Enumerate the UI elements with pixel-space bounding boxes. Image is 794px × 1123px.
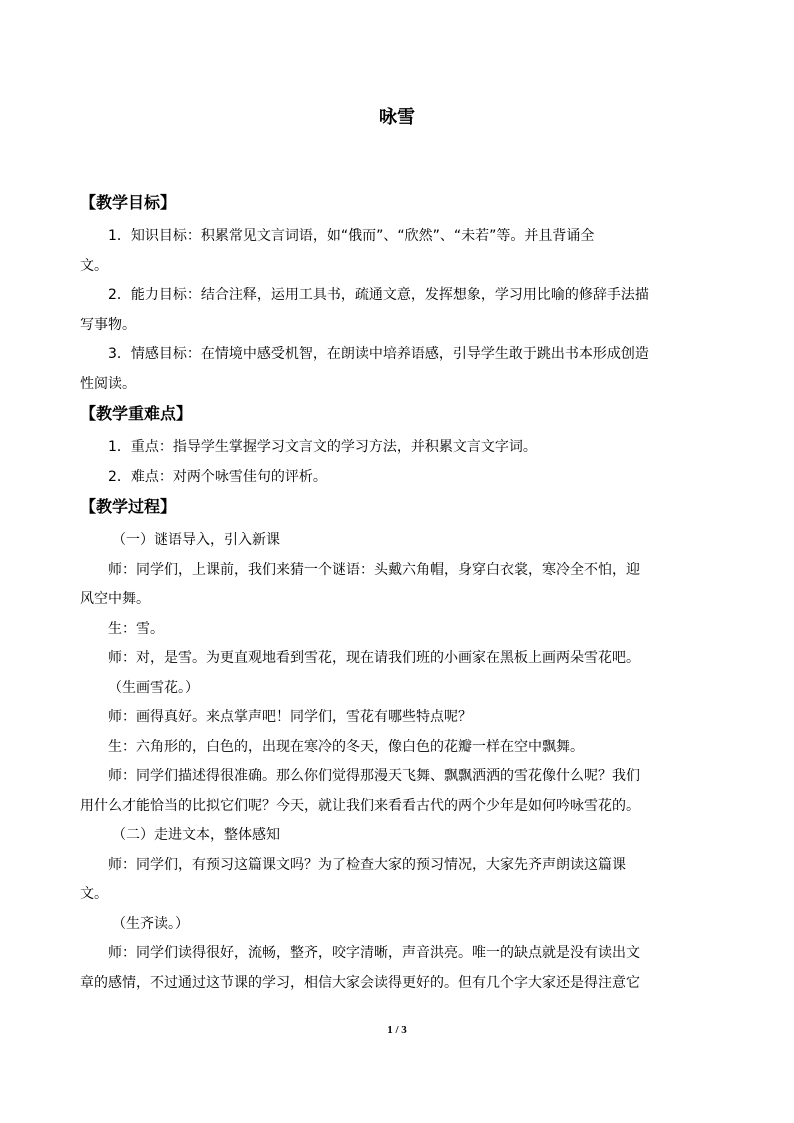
document-title: 咏雪 xyxy=(379,107,415,128)
paragraph-line: （生画雪花。） xyxy=(108,679,199,696)
page-number: 1 / 3 xyxy=(387,1024,407,1036)
paragraph-line: 1．知识目标：积累常见文言词语，如“俄而”、“欣然”、“未若”等。并且背诵全 xyxy=(108,228,595,244)
paragraph-line: 文。 xyxy=(80,257,108,274)
paragraph-line: 师：对，是雪。为更直观地看到雪花，现在请我们班的小画家在黑板上画两朵雪花吧。 xyxy=(108,650,640,666)
document-body xyxy=(80,188,720,998)
paragraph-line: （二）走进文本，整体感知 xyxy=(112,827,280,843)
paragraph-line: 风空中舞。 xyxy=(80,591,150,607)
section-heading-process: 【教学过程】 xyxy=(80,497,177,516)
paragraph-line: 师：同学们，有预习这篇课文吗？为了检查大家的预习情况，大家先齐声朗读这篇课 xyxy=(108,856,626,873)
paragraph-line: 章的感情，不过通过这节课的学习，相信大家会读得更好的。但有几个字大家还是得注意它 xyxy=(80,974,640,991)
paragraph-line: 性阅读。 xyxy=(80,375,136,392)
paragraph-line: 师：画得真好。来点掌声吧！同学们，雪花有哪些特点呢？ xyxy=(108,709,472,725)
paragraph-line: 师：同学们，上课前，我们来猜一个谜语：头戴六角帽，身穿白衣裳，寒冷全不怕，迎 xyxy=(108,561,640,578)
paragraph-line: 1．重点：指导学生掌握学习文言文的学习方法，并积累文言文字词。 xyxy=(108,439,537,455)
paragraph-line: （生齐读。） xyxy=(112,915,189,932)
paragraph-line: 师：同学们读得很好，流畅，整齐，咬字清晰，声音洪亮。唯一的缺点就是没有读出文 xyxy=(108,945,640,961)
paragraph-line: 2．难点：对两个咏雪佳句的评析。 xyxy=(108,468,327,485)
paragraph-line: 师：同学们描述得很准确。那么你们觉得那漫天飞舞、飘飘洒洒的雪花像什么呢？我们 xyxy=(108,768,640,784)
paragraph-line: （一）谜语导入，引入新课 xyxy=(112,532,280,548)
paragraph-line: 2．能力目标：结合注释，运用工具书，疏通文意，发挥想象，学习用比喻的修辞手法描 xyxy=(108,287,649,303)
section-heading-key-points: 【教学重难点】 xyxy=(80,404,193,423)
section-heading-objectives: 【教学目标】 xyxy=(80,193,177,212)
paragraph-line: 生：雪。 xyxy=(108,620,164,637)
paragraph-line: 用什么才能恰当的比拟它们呢？今天，就让我们来看看古代的两个少年是如何吟咏雪花的。 xyxy=(80,797,640,814)
paragraph-line: 写事物。 xyxy=(80,316,136,333)
paragraph-line: 生：六角形的，白色的，出现在寒冷的冬天，像白色的花瓣一样在空中飘舞。 xyxy=(108,738,584,755)
paragraph-line: 3．情感目标：在情境中感受机智，在朗读中培养语感，引导学生敢于跳出书本形成创造 xyxy=(108,346,649,362)
paragraph-line: 文。 xyxy=(80,886,108,902)
